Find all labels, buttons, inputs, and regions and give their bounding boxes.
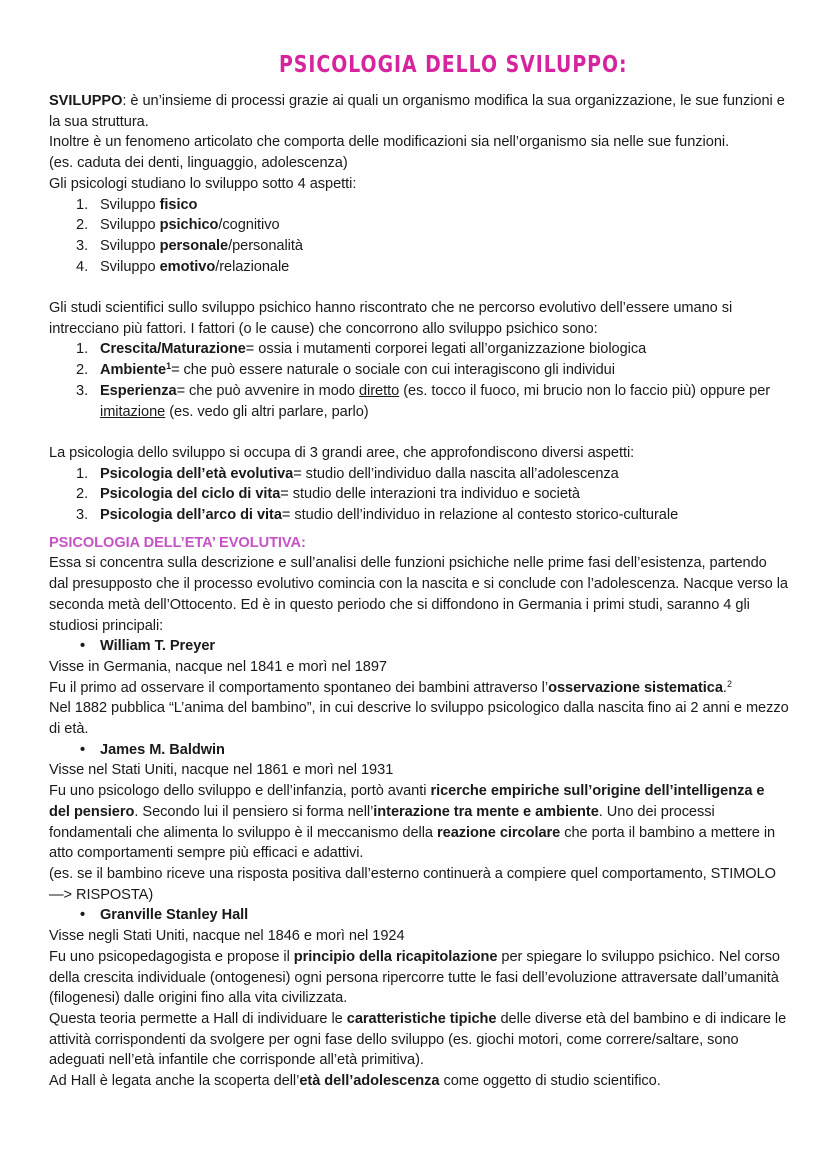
factor-item	[49, 381, 789, 422]
factor-text: = che può essere naturale o sociale con cui interagiscono gli individui	[171, 362, 615, 379]
footnote-marker[interactable]: 1	[166, 361, 172, 372]
text: Questa teoria permette a Hall di individuare le	[49, 1010, 347, 1027]
aspects-list	[49, 195, 789, 278]
factor-text: (es. vedo gli altri parlare, parlo)	[165, 403, 369, 420]
list-number: 1.	[76, 341, 89, 358]
text: Fu uno psicopedagogista e propose il	[49, 948, 294, 965]
text: delle diverse età del bambino e di indicare le attività corrispondenti da svolgere per ogni fase dello sviluppo (es. giochi motori, come correre/saltare, sono adeguati nell’età infantile che corrisponde all’età primitiva).	[49, 1010, 787, 1069]
scholar-example: (es. se il bambino riceve una risposta positiva dall’esterno continuerà a compiere quel comportamento, STIMOLO—> RISPOSTA)	[49, 865, 776, 903]
underlined-term: diretto	[358, 382, 400, 399]
bold-term: età dell’adolescenza	[299, 1073, 440, 1090]
text: per spiegare lo sviluppo psichico. Nel corso della crescita individuale (ontogenesi) ogni persona ripercorre tutte le fasi dell’evoluzione attraversate dall’umanità (filogenesi) dalle origini fino alla vita civilizzata.	[49, 948, 780, 1007]
scholar-baldwin	[49, 740, 789, 761]
spacer	[49, 277, 789, 298]
scholar-preyer	[49, 636, 789, 657]
factors-list	[49, 339, 789, 422]
list-number: 2.	[76, 217, 89, 234]
aspect-item	[49, 215, 789, 236]
text: . Secondo lui il pensiero si forma nell’	[134, 803, 374, 820]
footnote-marker[interactable]: 2	[726, 678, 732, 689]
scholar-name	[49, 905, 789, 926]
aspect-prefix: Sviluppo	[100, 258, 160, 275]
scholar-hall	[49, 905, 789, 926]
bold-term: osservazione sistematica	[548, 679, 723, 696]
bold-term: reazione circolare	[437, 824, 561, 841]
text: Fu il primo ad osservare il comportamento spontaneo dei bambini attraverso l’	[49, 679, 549, 696]
aspect-bold: personale	[159, 237, 229, 254]
aspects-intro: Gli psicologi studiano lo sviluppo sotto 4 aspetti:	[49, 175, 357, 192]
list-number: 3.	[76, 507, 89, 524]
bullet-icon: •	[80, 907, 86, 924]
area-item	[49, 484, 789, 505]
scholar-name-text: Granville Stanley Hall	[100, 907, 249, 924]
aspect-item	[49, 236, 789, 257]
factor-term: Crescita/Maturazione	[100, 341, 246, 358]
area-term: Psicologia dell’età evolutiva	[100, 465, 294, 482]
list-number: 2.	[76, 486, 89, 503]
aspect-prefix: Sviluppo	[100, 196, 160, 213]
scholar-life: Visse negli Stati Uniti, nacque nel 1846 e morì nel 1924	[49, 928, 405, 945]
bold-term: interazione tra mente e ambiente	[373, 803, 599, 820]
factor-text: (es. tocco il fuoco, mi brucio non lo faccio più) oppure per	[399, 382, 771, 399]
document-content	[49, 91, 789, 1092]
aspect-suffix: /relazionale	[215, 258, 290, 275]
scholar-life: Visse nel Stati Uniti, nacque nel 1861 e morì nel 1931	[49, 762, 394, 779]
text: Ad Hall è legata anche la scoperta dell’	[49, 1073, 300, 1090]
scholar-name	[49, 636, 789, 657]
text: come oggetto di studio scientifico.	[439, 1073, 661, 1090]
list-number: 4.	[76, 258, 89, 275]
scholar-description	[49, 678, 789, 699]
areas-intro: La psicologia dello sviluppo si occupa di 3 grandi aree, che approfondiscono diversi aspetti:	[49, 444, 635, 461]
bold-term: ricerche empiriche sull’origine dell’intelligenza e del pensiero	[49, 783, 765, 820]
factor-text: = ossia i mutamenti corporei legati all’organizzazione biologica	[245, 341, 647, 358]
bullet-icon: •	[80, 638, 86, 655]
list-number: 3.	[76, 382, 89, 399]
factor-text: = che può avvenire in modo	[176, 382, 359, 399]
text: Fu uno psicologo dello sviluppo e dell’infanzia, portò avanti	[49, 783, 431, 800]
text: .	[722, 679, 727, 696]
factor-item	[49, 339, 789, 360]
scholar-life: Visse in Germania, nacque nel 1841 e morì nel 1897	[49, 658, 387, 675]
aspect-bold: emotivo	[159, 258, 216, 275]
scholar-description	[49, 781, 789, 864]
spacer	[49, 422, 789, 443]
factor-term: Ambiente	[100, 362, 167, 379]
definition-paragraph	[49, 91, 789, 132]
aspect-bold: fisico	[159, 196, 198, 213]
bullet-icon: •	[80, 741, 86, 758]
list-number: 3.	[76, 237, 89, 254]
evolutiva-intro: Essa si concentra sulla descrizione e sull’analisi delle funzioni psichiche nelle prime fasi dell’esistenza, partendo dal presupposto che il processo evolutivo comincia con la nascita e si conclude con l’adolescenza. Nacque verso la seconda metà dell’Ottocento. Ed è in questo periodo che si diffondono in Germania i primi studi, saranno 4 gli studiosi principali:	[49, 555, 789, 634]
definition-term: SVILUPPO	[49, 93, 123, 109]
definition-text: : è un’insieme di processi grazie ai quali un organismo modifica la sua organizzazione, le sue funzioni e la sua struttura.	[49, 93, 785, 130]
section-heading: PSICOLOGIA DELL’ETA’ EVOLUTIVA:	[49, 534, 306, 551]
scholar-discovery	[49, 1071, 789, 1092]
text: che porta il bambino a mettere in atto comportamenti sempre più efficaci e adattivi.	[49, 824, 776, 862]
bold-term: caratteristiche tipiche	[346, 1010, 497, 1027]
scholar-name-text: James M. Baldwin	[100, 741, 225, 758]
factor-term: Esperienza	[100, 382, 177, 399]
scholar-name	[49, 740, 789, 761]
area-text: = studio dell’individuo dalla nascita all’adolescenza	[293, 465, 619, 482]
phenomenon-paragraph: Inoltre è un fenomeno articolato che comporta delle modificazioni sia nell’organismo sia nelle sue funzioni.	[49, 134, 730, 151]
scholar-description	[49, 947, 789, 1009]
scholar-publication: Nel 1882 pubblica “L’anima del bambino”, in cui descrive lo sviluppo psicologico dalla nascita fino ai 2 anni e mezzo di età.	[49, 700, 789, 738]
area-item	[49, 505, 789, 526]
area-term: Psicologia del ciclo di vita	[100, 486, 281, 503]
factor-item	[49, 360, 789, 381]
areas-list	[49, 464, 789, 526]
aspect-prefix: Sviluppo	[100, 217, 160, 234]
bold-term: principio della ricapitolazione	[293, 948, 498, 965]
aspect-item	[49, 195, 789, 216]
scholar-theory	[49, 1009, 789, 1071]
aspect-suffix: /personalità	[228, 237, 303, 254]
list-number: 2.	[76, 362, 89, 379]
aspect-suffix: /cognitivo	[218, 217, 280, 234]
text: . Uno dei processi fondamentali che alimenta lo sviluppo è il meccanismo della	[49, 803, 715, 841]
aspect-item	[49, 257, 789, 278]
area-term: Psicologia dell’arco di vita	[100, 507, 282, 524]
list-number: 1.	[76, 465, 89, 482]
list-number: 1.	[76, 196, 89, 213]
examples-paragraph: (es. caduta dei denti, linguaggio, adolescenza)	[49, 155, 348, 172]
area-text: = studio delle interazioni tra individuo e società	[280, 486, 580, 503]
underlined-term: imitazione	[100, 403, 166, 420]
scholar-name-text: William T. Preyer	[100, 638, 216, 655]
aspect-bold: psichico	[159, 217, 219, 234]
aspect-prefix: Sviluppo	[100, 237, 160, 254]
page-title: PSICOLOGIA DELLO SVILUPPO:	[279, 52, 628, 78]
area-text: = studio dell’individuo in relazione al contesto storico-culturale	[281, 507, 679, 524]
factors-intro: Gli studi scientifici sullo sviluppo psichico hanno riscontrato che ne percorso evolutivo dell’essere umano si intrecciano più fattori. I fattori (o le cause) che concorrono allo sviluppo psichico sono:	[49, 300, 733, 337]
area-item	[49, 464, 789, 485]
